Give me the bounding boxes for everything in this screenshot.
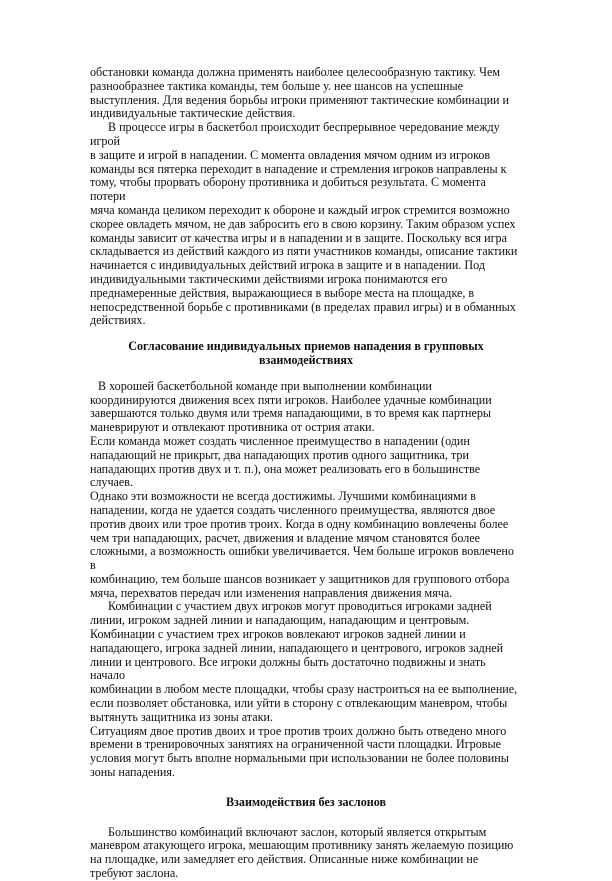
paragraph: обстановки команда должна применять наиболее целесообразную тактику. Чем разнообразнее тактика команды, тем больше у. нее шансов на успешные выступления. Для ведения борьбы игроки применяют тактические комбинации и индивидуальные тактические действия.	[90, 65, 510, 121]
document-page	[90, 66, 522, 881]
paragraph: В хорошей баскетбольной команде при выполнении комбинации координируются движения всех пяти игроков. Наиболее удачные комбинации завершаются только двумя или тремя нападающими, в то время как партнеры маневрируют и отвлекают противника от острия атаки.	[90, 378, 492, 435]
paragraph: Комбинации с участием двух игроков могут проводиться игроками задней линии, игроком задней линии и нападающим, нападающим и центровым. Комбинации с участием трех игроков вовлекают игроков задней линии и нападающего, игрока задней линии, нападающего и центрового, игроков задней линии и центрового. Все игроки должны быть достаточно подвижны и знать начало комбинации в любом месте площадки, чтобы сразу настроиться на ее выполнение, если позволяет обстановка, или уйти в сторону с отвлекающим маневром, чтобы вытянуть защитника из зоны атаки.	[90, 599, 518, 724]
section-heading: Согласование индивидуальных приемов нападения в групповых взаимодействиях	[128, 339, 484, 367]
paragraph: В процессе игры в баскетбол происходит беспрерывное чередование между игрой в защите и игрой в нападении. С момента овладения мячом одним из игроков команды вся пятерка переходит в нападение и стремления игроков направлены к тому, чтобы прорвать оборону противника и добиться результата. С момента потери мяча команда целиком переходит к обороне и каждый игрок стремится возможно скорее овладеть мячом, не дав забросить его в свою корзину. Таким образом успех команды зависит от качества игры и в нападении и в защите. Поскольку вся игра складывается из действий каждого из пяти участников команды, описание тактики начинается с индивидуальных действий игрока в защите и в нападении. Под индивидуальными тактическими действиями игрока понимаются его преднамеренные действия, выражающиеся в выборе места на площадке, в непосредственной борьбе с противниками (в пределах правил игры) и в обманных действиях.	[90, 120, 518, 328]
paragraph: Ситуациям двое против двоих и трое против троих должно быть отведено много времени в тренировочных занятиях на ограниченной части площадки. Игровые условия могут быть вполне нормальными при использовании не более половины зоны нападения.	[90, 723, 509, 780]
paragraph: Если команда может создать численное преимущество в нападении (один нападающий не прикрыт, два нападающих против одного защитника, три нападающих против двух и т. п.), она может реализовать его в большинстве случаев. Однако эти возможности не всегда достижимы. Лучшими комбинациями в нападении, когда не удается создать численного преимущества, являются двое против двоих или трое против троих. Когда в одну комбинацию вовлечены более чем три нападающих, расчет, движения и владение мячом становятся более сложными, а возможность ошибки увеличивается. Чем больше игроков вовлечено в комбинацию, тем больше шансов возникает у защитников для группового отбора мяча, перехватов передач или изменения направления движения мяча.	[90, 433, 514, 600]
paragraph: Большинство комбинаций включают заслон, который является открытым маневром атакующего игрока, мешающим противнику занять желаемую позицию на площадке, или замедляет его действия. Описанные ниже комбинации не требуют заслона.	[90, 824, 514, 881]
section-heading: Взаимодействия без заслонов	[225, 794, 387, 809]
